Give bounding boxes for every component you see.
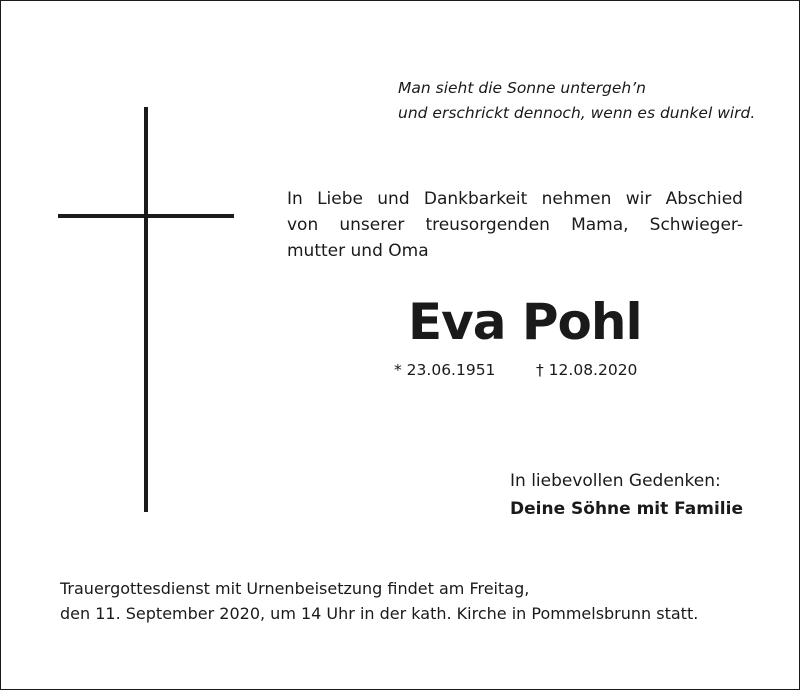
intro-word: Abschied: [665, 189, 743, 209]
intro-word: nehmen: [541, 189, 612, 209]
intro-word: Schwieger-: [649, 215, 743, 235]
quote-line-1: Man sieht die Sonne untergeh’n: [398, 79, 646, 97]
deceased-name: Eva Pohl: [408, 293, 642, 351]
intro-word: In: [287, 189, 303, 209]
intro-word: Mama,: [571, 215, 629, 235]
intro-word: unserer: [339, 215, 405, 235]
intro-line-2: [287, 212, 743, 238]
intro-word: Liebe: [317, 189, 363, 209]
service-line-2: den 11. September 2020, um 14 Uhr in der kath. Kirche in Pommelsbrunn statt.: [60, 604, 699, 623]
service-line-1: Trauergottesdienst mit Urnenbeisetzung findet am Freitag,: [60, 579, 530, 598]
intro-word: und: [377, 189, 410, 209]
birth-date: * 23.06.1951: [394, 361, 496, 379]
quote-block: [398, 76, 768, 126]
intro-word: Dankbarkeit: [423, 189, 528, 209]
cross-icon-vertical-bar: [144, 107, 148, 512]
cross-icon-horizontal-bar: [58, 214, 234, 218]
intro-word: wir: [625, 189, 652, 209]
quote-line-2: und erschrickt dennoch, wenn es dunkel wird.: [398, 104, 756, 122]
intro-word: von: [287, 215, 319, 235]
family-signature: Deine Söhne mit Familie: [510, 499, 743, 519]
memory-line: In liebevollen Gedenken:: [510, 471, 721, 491]
intro-line-1: [287, 186, 743, 212]
death-date: † 12.08.2020: [536, 361, 638, 379]
intro-word: treusorgenden: [425, 215, 550, 235]
intro-text: [287, 186, 743, 264]
service-notice: [60, 576, 698, 626]
intro-line-3: mutter und Oma: [287, 241, 429, 261]
